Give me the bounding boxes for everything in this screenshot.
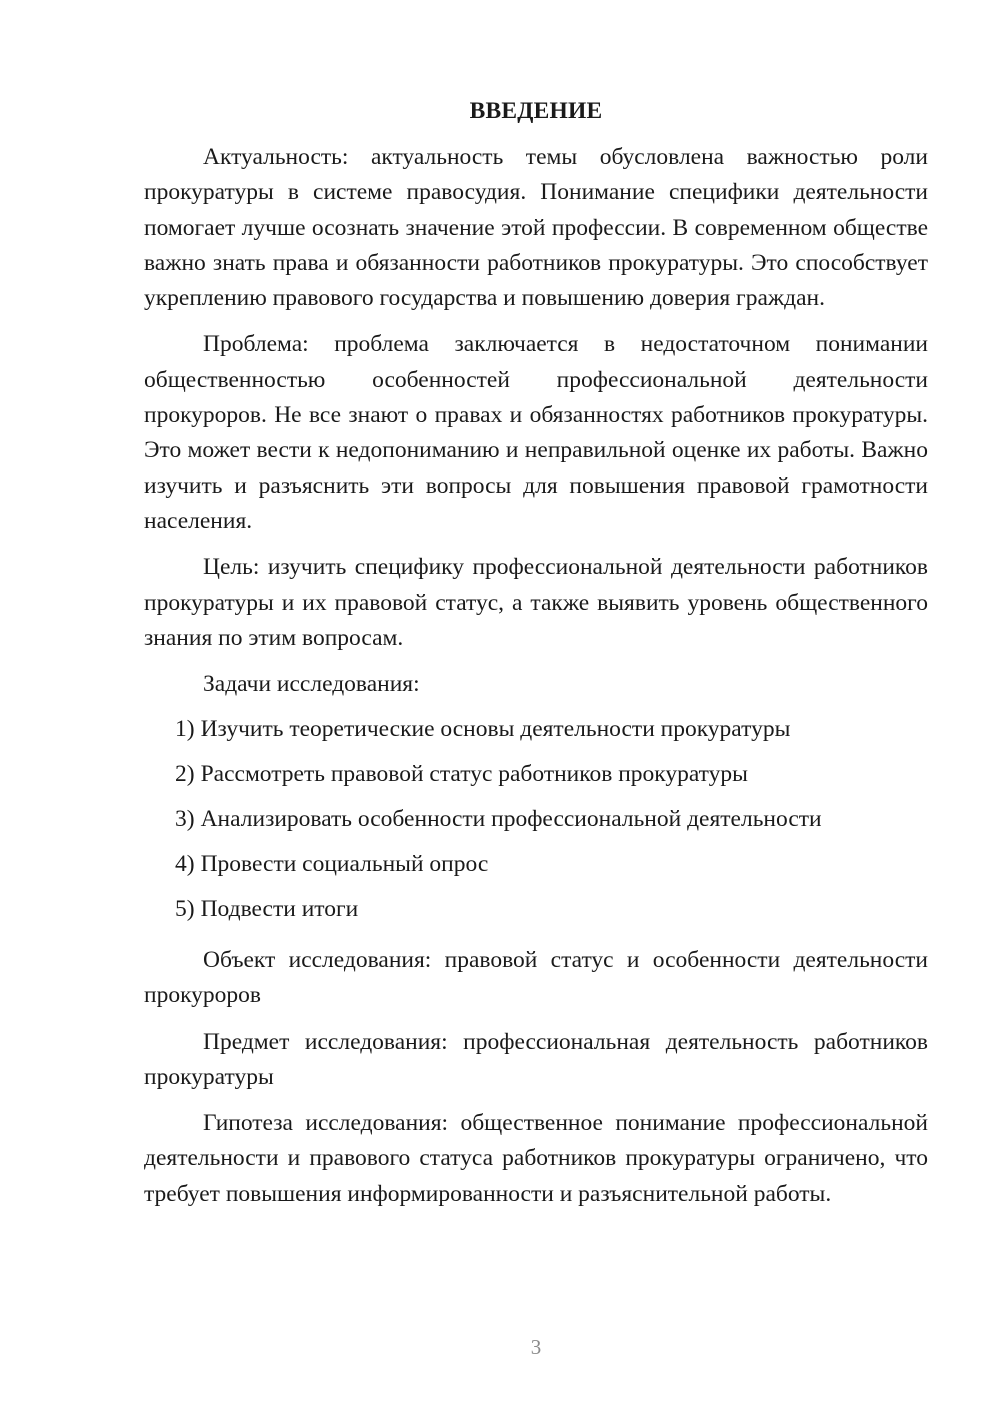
page-content bbox=[144, 96, 928, 1223]
problem-paragraph: Проблема: проблема заключается в недостаточном понимании общественностью особенностей профессиональной деятельности прокуроров. Не все знают о правах и обязанностях работников прокуратуры. Это может вести к недопониманию и неправильной оценке их работы. Важно изучить и разъяснить эти вопросы для повышения правовой грамотности населения. bbox=[144, 331, 928, 534]
list-item-text: Рассмотреть правовой статус работников прокуратуры bbox=[200, 761, 748, 788]
list-item-text: Анализировать особенности профессиональной деятельности bbox=[200, 806, 822, 833]
subject-paragraph: Предмет исследования: профессиональная деятельность работников прокуратуры bbox=[144, 1028, 928, 1090]
tasks-list bbox=[144, 712, 928, 926]
list-item bbox=[144, 847, 928, 882]
hypothesis-paragraph: Гипотеза исследования: общественное понимание профессиональной деятельности и правового статуса работников прокуратуры ограничено, что требует повышения информированности и разъяснительной работы. bbox=[144, 1110, 928, 1207]
list-item-text: Провести социальный опрос bbox=[200, 850, 489, 877]
list-item bbox=[144, 757, 928, 792]
goal-paragraph: Цель: изучить специфику профессиональной деятельности работников прокуратуры и их правовой статус, а также выявить уровень общественного знания по этим вопросам. bbox=[144, 554, 928, 651]
object-paragraph: Объект исследования: правовой статус и особенности деятельности прокуроров bbox=[144, 946, 928, 1009]
list-item-number: 5) bbox=[175, 895, 195, 922]
section-title: ВВЕДЕНИЕ bbox=[469, 98, 603, 124]
page-number: 3 bbox=[530, 1335, 542, 1359]
list-item-number: 1) bbox=[175, 716, 195, 743]
list-item-number: 2) bbox=[175, 761, 195, 788]
list-item bbox=[144, 712, 928, 747]
tasks-label: Задачи исследования: bbox=[203, 671, 420, 698]
list-item-text: Изучить теоретические основы деятельности прокуратуры bbox=[200, 716, 791, 743]
relevance-paragraph: Актуальность: актуальность темы обусловлена важностью роли прокуратуры в системе правосудия. Понимание специфики деятельности помогает лучше осознать значение этой профессии. В современном обществе важно знать права и обязанности работников прокуратуры. Это способствует укреплению правового государства и повышению доверия граждан. bbox=[144, 144, 928, 312]
list-item-number: 4) bbox=[175, 850, 195, 877]
list-item bbox=[144, 802, 928, 837]
list-item-number: 3) bbox=[175, 806, 195, 833]
list-item bbox=[144, 892, 928, 927]
list-item-text: Подвести итоги bbox=[200, 895, 359, 922]
